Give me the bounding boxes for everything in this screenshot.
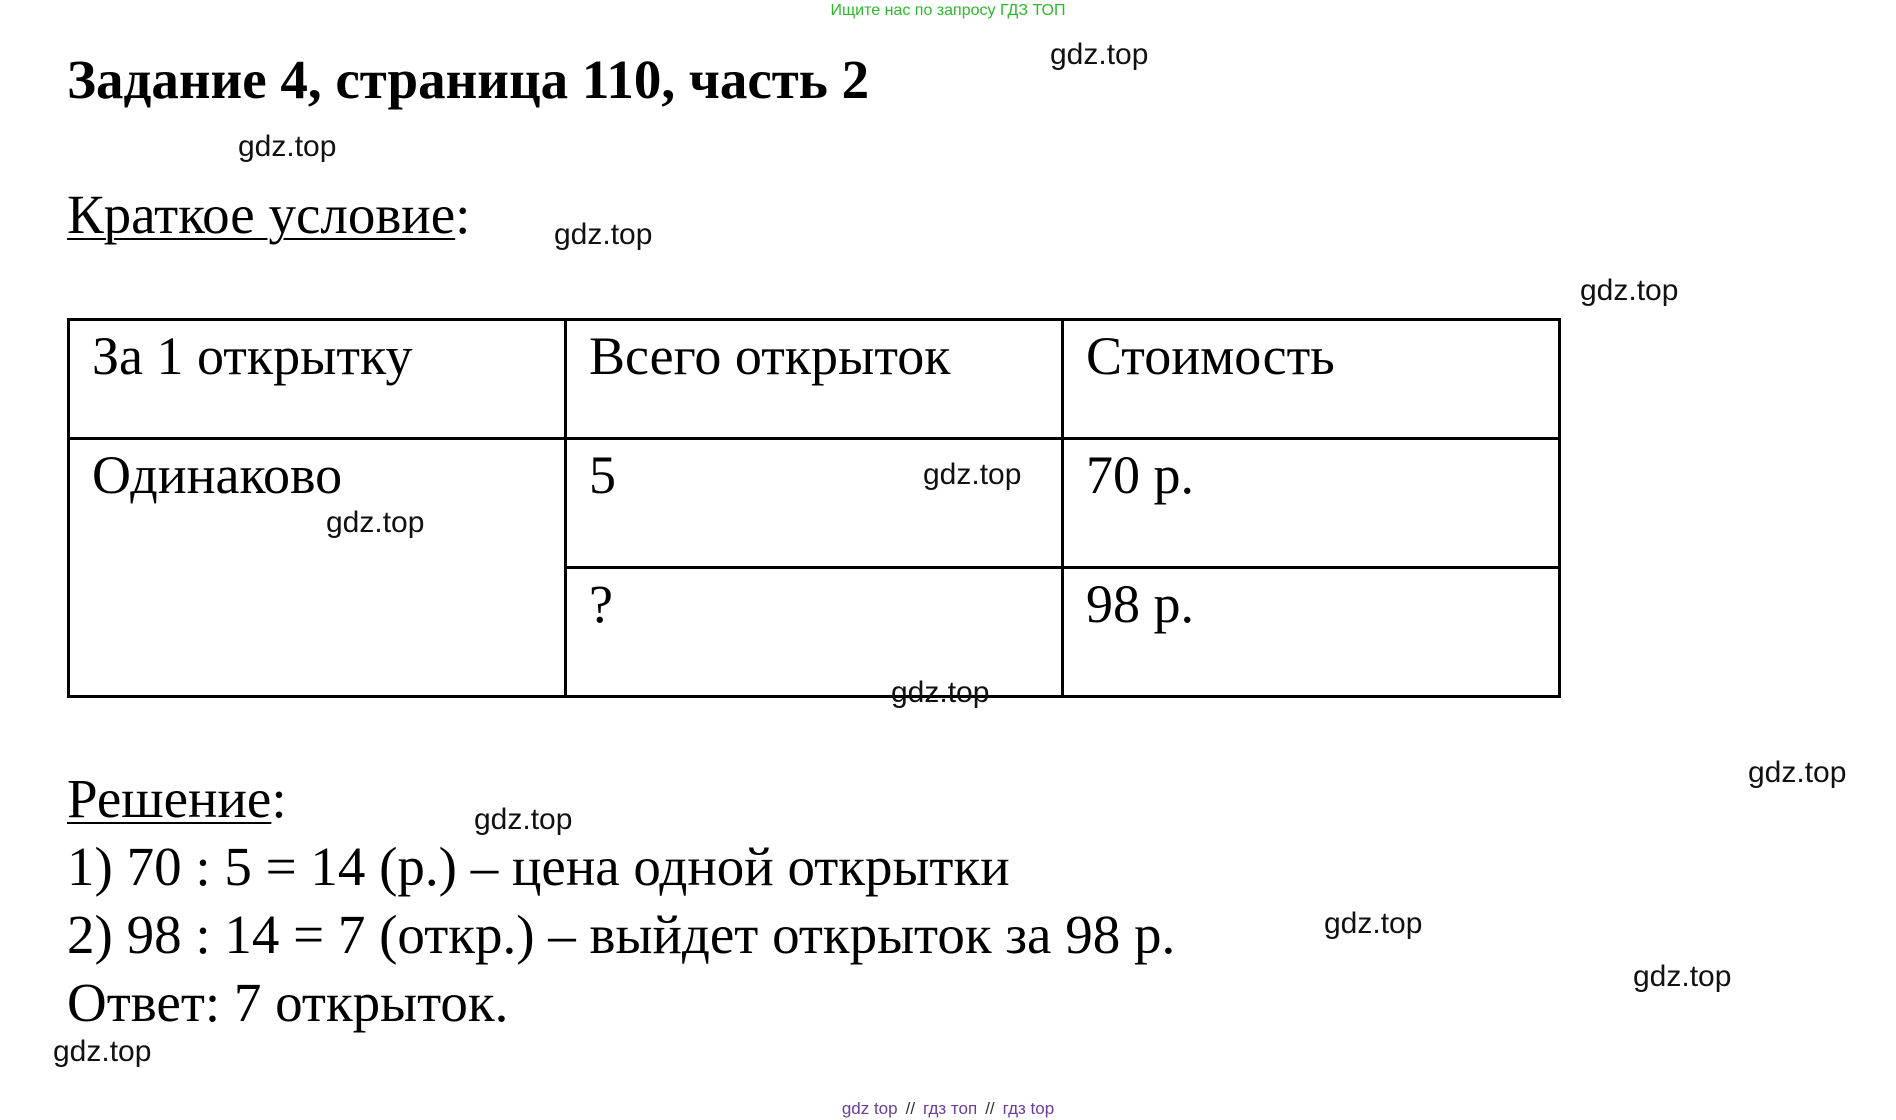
condition-heading-colon: :	[455, 184, 471, 245]
solution-heading	[67, 767, 287, 830]
footer-link[interactable]: гдз топ	[923, 1099, 978, 1118]
watermark: gdz.top	[1748, 756, 1847, 789]
per-item-cell: Одинаково	[69, 439, 566, 697]
watermark: gdz.top	[891, 676, 990, 709]
watermark: gdz.top	[326, 506, 425, 539]
footer-links	[0, 1099, 1896, 1119]
cost-cell: 98 р.	[1063, 568, 1560, 697]
count-cell: ?	[566, 568, 1063, 697]
watermark: gdz.top	[923, 458, 1022, 491]
top-banner: Ищите нас по запросу ГДЗ ТОП	[830, 2, 1066, 19]
footer-separator: //	[985, 1099, 995, 1118]
watermark: gdz.top	[474, 803, 573, 836]
condition-table	[67, 318, 1561, 698]
header-cell-per-item: За 1 открытку	[69, 320, 566, 439]
solution-step-1: 1) 70 : 5 = 14 (р.) – цена одной открытки	[67, 836, 1010, 897]
page-title: Задание 4, страница 110, часть 2	[67, 49, 870, 110]
cost-cell: 70 р.	[1063, 439, 1560, 568]
header-cell-total-count: Всего открыток	[566, 320, 1063, 439]
watermark: gdz.top	[53, 1035, 152, 1068]
solution-step-2: 2) 98 : 14 = 7 (откр.) – выйдет открыток за 98 р.	[67, 904, 1176, 965]
condition-heading	[67, 183, 470, 246]
count-cell: 5	[566, 439, 1063, 568]
watermark: gdz.top	[554, 218, 653, 251]
footer-link[interactable]: гдз top	[1002, 1099, 1055, 1118]
watermark: gdz.top	[1633, 960, 1732, 993]
header-cell-cost: Стоимость	[1063, 320, 1560, 439]
watermark: gdz.top	[1580, 274, 1679, 307]
watermark: gdz.top	[1050, 38, 1149, 71]
answer-line: Ответ: 7 открыток.	[67, 972, 509, 1033]
watermark: gdz.top	[1324, 907, 1423, 940]
solution-heading-colon: :	[271, 768, 287, 829]
solution-heading-label: Решение	[67, 768, 272, 829]
footer-link[interactable]: gdz top	[841, 1099, 898, 1118]
table-row	[69, 439, 1560, 568]
table-header-row	[69, 320, 1560, 439]
watermark: gdz.top	[238, 130, 337, 163]
condition-heading-label: Краткое условие	[67, 184, 456, 245]
footer-separator: //	[905, 1099, 916, 1118]
